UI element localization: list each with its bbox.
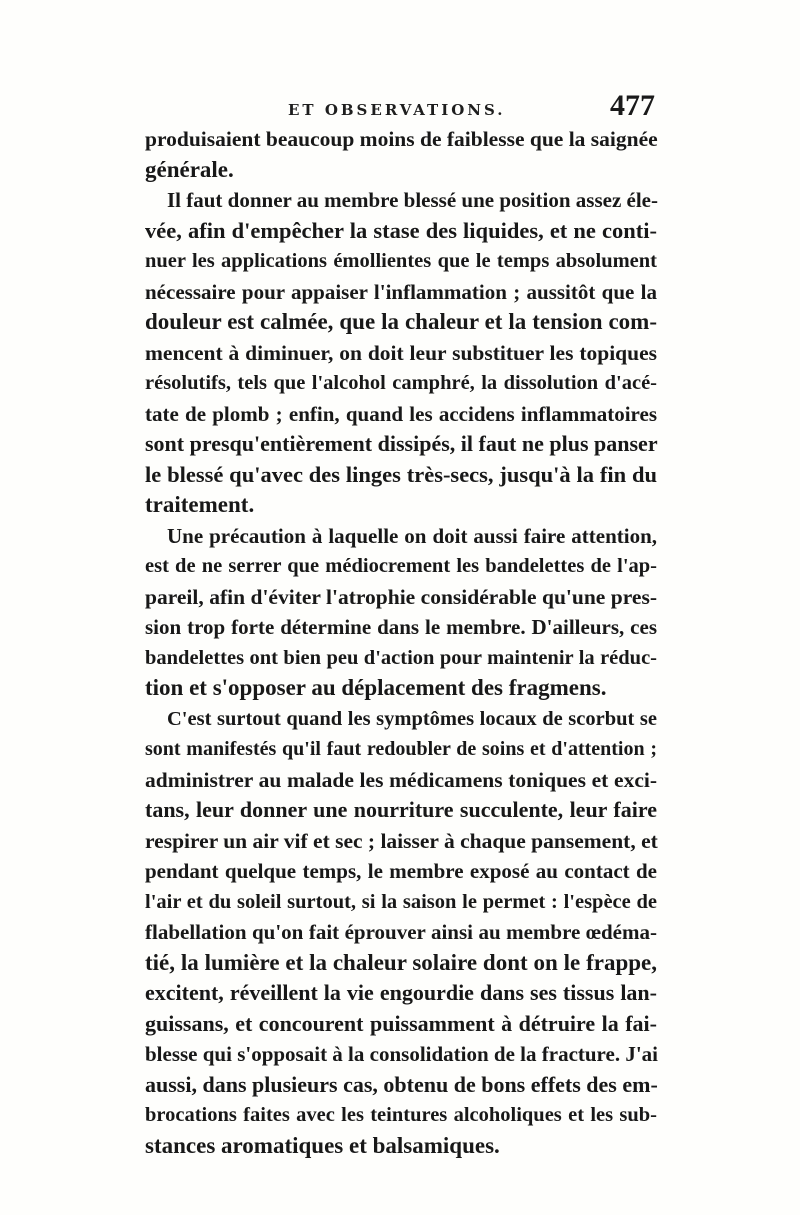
text-line: sont presqu'entièrement dissipés, il faut ne plus panser bbox=[145, 431, 658, 456]
text-line: respirer un air vif et sec ; laisser à chaque pansement, et bbox=[145, 828, 658, 853]
text-line: résolutifs, tels que l'alcohol camphré, la dissolution d'acé- bbox=[145, 372, 657, 394]
text-line: blesse qui s'opposait à la consolidation de la fracture. J'ai bbox=[145, 1042, 658, 1066]
text-line: le blessé qu'avec des linges très-secs, jusqu'à la fin du bbox=[145, 461, 657, 487]
text-line: guissans, et concourent puissamment à détruire la fai- bbox=[145, 1010, 657, 1036]
text-line: pendant quelque temps, le membre exposé au contact de bbox=[145, 859, 657, 883]
text-line: l'air et du soleil surtout, si la saison le permet : l'espèce de bbox=[145, 890, 657, 913]
text-line: Il faut donner au membre blessé une position assez éle- bbox=[167, 188, 658, 212]
text-line: tans, leur donner une nourriture succulente, leur faire bbox=[145, 797, 657, 822]
text-line: sion trop forte détermine dans le membre. D'ailleurs, ces bbox=[145, 615, 657, 639]
text-line: est de ne serrer que médiocrement les bandelettes de l'ap- bbox=[145, 555, 657, 577]
text-line: pareil, afin d'éviter l'atrophie considérable qu'une pres- bbox=[145, 584, 657, 609]
text-line: traitement. bbox=[145, 492, 255, 517]
text-line: vée, afin d'empêcher la stase des liquides, et ne conti- bbox=[145, 217, 657, 243]
text-line: Une précaution à laquelle on doit aussi faire attention, bbox=[167, 523, 657, 548]
text-line: stances aromatiques et balsamiques. bbox=[145, 1132, 500, 1158]
running-title: ET OBSERVATIONS. bbox=[288, 101, 506, 119]
text-line: administrer au malade les médicamens toniques et exci- bbox=[145, 767, 657, 792]
text-line: douleur est calmée, que la chaleur et la tension com- bbox=[145, 309, 657, 334]
text-line: générale. bbox=[145, 156, 234, 182]
text-line: bandelettes ont bien peu d'action pour maintenir la réduc- bbox=[145, 646, 657, 669]
text-line: nécessaire pour appaiser l'inflammation ; aussitôt que la bbox=[145, 279, 657, 304]
text-line: brocations faites avec les teintures alcoholiques et les sub- bbox=[145, 1104, 657, 1126]
text-line: nuer les applications émollientes que le temps absolument bbox=[145, 250, 657, 272]
text-line: mencent à diminuer, on doit leur substituer les topiques bbox=[145, 340, 657, 365]
text-line: flabellation qu'on fait éprouver ainsi au membre œdéma- bbox=[145, 920, 657, 944]
text-line: produisaient beaucoup moins de faiblesse que la saignée bbox=[145, 127, 658, 151]
text-line: excitent, réveillent la vie engourdie dans ses tissus lan- bbox=[145, 980, 657, 1005]
body-text bbox=[145, 124, 657, 1161]
text-line: tié, la lumière et la chaleur solaire dont on le frappe, bbox=[145, 949, 657, 975]
text-line: sont manifestés qu'il faut redoubler de soins et d'attention ; bbox=[145, 738, 657, 760]
text-line: C'est surtout quand les symptômes locaux de scorbut se bbox=[167, 707, 657, 730]
text-line: aussi, dans plusieurs cas, obtenu de bons effets des em- bbox=[145, 1071, 658, 1097]
text-line: tion et s'opposer au déplacement des fragmens. bbox=[145, 675, 607, 700]
text-line: tate de plomb ; enfin, quand les accidens inflammatoires bbox=[145, 401, 657, 426]
page-number: 477 bbox=[610, 89, 655, 122]
page-header bbox=[145, 89, 655, 125]
